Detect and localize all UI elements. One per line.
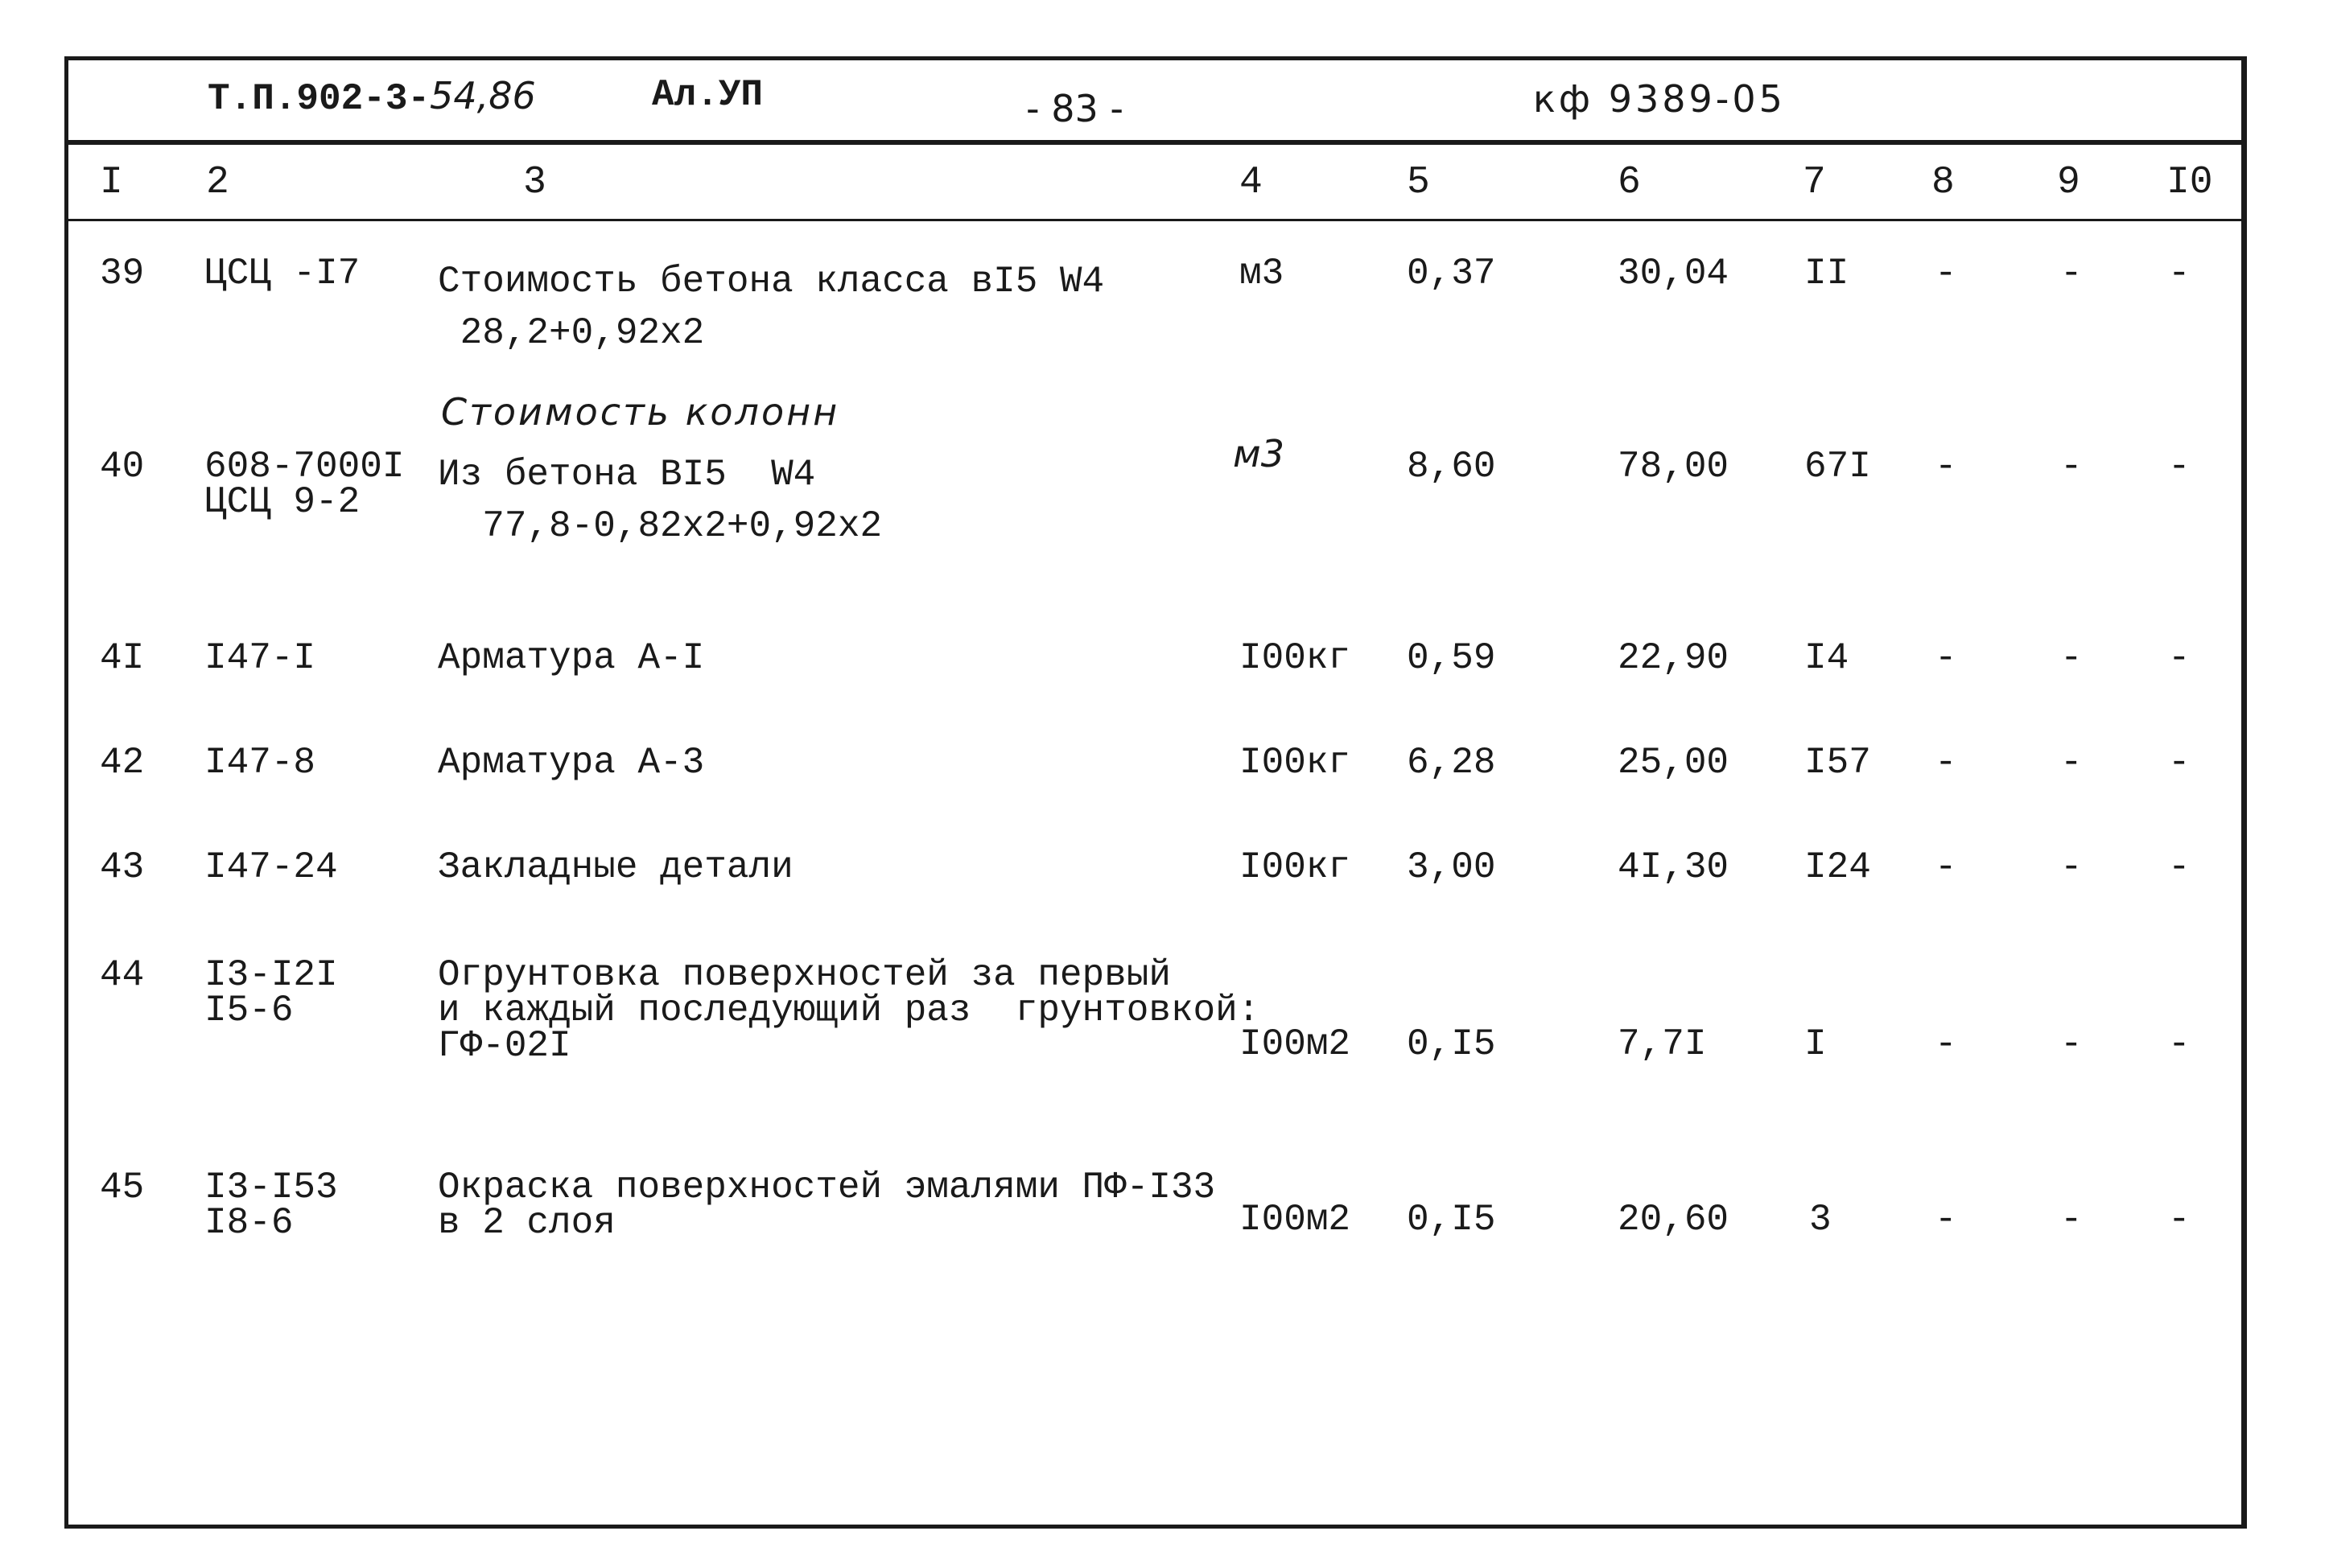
row-unit: I00кг	[1239, 742, 1351, 784]
row-code: 608-7000I ЦСЦ 9-2	[204, 446, 405, 523]
row-code: I3-I2I I5-6	[204, 954, 338, 1031]
row-col10: -	[2168, 253, 2191, 294]
row-price: 78,00	[1618, 446, 1729, 488]
row-col9: -	[2060, 1199, 2083, 1241]
row-col8: -	[1935, 1199, 1957, 1241]
row-col10: -	[2168, 846, 2191, 888]
page-number: - 83 -	[1026, 87, 1123, 130]
row-col10: -	[2168, 1023, 2191, 1065]
column-number-4: 4	[1239, 161, 1263, 204]
row-quantity: 8,60	[1407, 446, 1496, 488]
row-unit: I00м2	[1239, 1199, 1351, 1241]
row-code: I47-8	[204, 742, 316, 784]
row-col8: -	[1935, 742, 1957, 784]
row-col8: -	[1935, 446, 1957, 488]
row-description-handwritten-note: Стоимость колонн	[441, 390, 840, 434]
row-number: 45	[100, 1167, 145, 1208]
column-number-9: 9	[2057, 161, 2080, 204]
row-col9: -	[2060, 846, 2083, 888]
row-col9: -	[2060, 253, 2083, 294]
row-total: I	[1804, 1023, 1827, 1065]
row-col9: -	[2060, 1023, 2083, 1065]
row-col9: -	[2060, 637, 2083, 679]
column-number-7: 7	[1803, 161, 1826, 204]
header-separator	[64, 140, 2247, 145]
row-description: Закладные детали	[438, 846, 794, 888]
row-description: Окраска поверхностей эмалями ПФ-I33 в 2 слоя	[438, 1167, 1216, 1244]
row-col10: -	[2168, 1199, 2191, 1241]
row-price: 20,60	[1618, 1199, 1729, 1241]
row-code: I47-24	[204, 846, 338, 888]
column-number-1: I	[100, 161, 123, 204]
page-frame	[64, 56, 2247, 1529]
row-unit: I00кг	[1239, 846, 1351, 888]
row-quantity: 0,I5	[1407, 1199, 1496, 1241]
row-number: 42	[100, 742, 145, 784]
row-total: 67I	[1804, 446, 1871, 488]
row-col8: -	[1935, 253, 1957, 294]
row-number: 43	[100, 846, 145, 888]
document-code-handwritten: 54,86	[430, 74, 536, 117]
row-col10: -	[2168, 446, 2191, 488]
column-number-2: 2	[206, 161, 229, 204]
row-quantity: 0,37	[1407, 253, 1496, 294]
row-quantity: 6,28	[1407, 742, 1496, 784]
column-number-6: 6	[1618, 161, 1641, 204]
row-price: 22,90	[1618, 637, 1729, 679]
row-total: I4	[1804, 637, 1849, 679]
row-unit: I00кг	[1239, 637, 1351, 679]
row-description: Огрунтовка поверхностей за первый и каждый последующий раз грунтовкой: ГФ-02I	[438, 954, 1260, 1067]
row-number: 40	[100, 446, 145, 488]
row-col10: -	[2168, 742, 2191, 784]
row-number: 4I	[100, 637, 145, 679]
row-unit: м3	[1233, 432, 1284, 475]
row-total: 3	[1809, 1199, 1832, 1241]
row-description: Арматура А-I	[438, 637, 705, 679]
reference-code: кф 9389-05	[1533, 77, 1786, 121]
row-col8: -	[1935, 846, 1957, 888]
row-col9: -	[2060, 446, 2083, 488]
row-col9: -	[2060, 742, 2083, 784]
row-number: 44	[100, 954, 145, 996]
row-unit: м3	[1239, 253, 1284, 294]
column-number-8: 8	[1931, 161, 1955, 204]
column-number-3: 3	[523, 161, 546, 204]
row-quantity: 0,I5	[1407, 1023, 1496, 1065]
row-price: 25,00	[1618, 742, 1729, 784]
document-code	[208, 74, 536, 120]
row-col8: -	[1935, 1023, 1957, 1065]
row-code: I47-I	[204, 637, 316, 679]
row-col10: -	[2168, 637, 2191, 679]
column-header-separator	[64, 219, 2247, 221]
row-description: Арматура А-3	[438, 742, 705, 784]
row-unit: I00м2	[1239, 1023, 1351, 1065]
row-price: 4I,30	[1618, 846, 1729, 888]
row-price: 30,04	[1618, 253, 1729, 294]
album-label: Ал.УП	[652, 74, 764, 116]
row-total: I24	[1804, 846, 1871, 888]
row-code: ЦСЦ -I7	[204, 253, 361, 294]
row-total: I57	[1804, 742, 1871, 784]
row-description: Стоимость бетона класса вI5 W4 28,2+0,92х2	[438, 261, 1105, 354]
column-number-5: 5	[1407, 161, 1430, 204]
row-quantity: 3,00	[1407, 846, 1496, 888]
row-description: Из бетона BI5 W4 77,8-0,82х2+0,92х2	[438, 454, 883, 547]
row-total: II	[1804, 253, 1849, 294]
row-code: I3-I53 I8-6	[204, 1167, 338, 1244]
row-col8: -	[1935, 637, 1957, 679]
column-number-10: I0	[2166, 161, 2213, 204]
document-code-printed: Т.П.902-3-	[208, 78, 431, 120]
row-price: 7,7I	[1618, 1023, 1707, 1065]
row-number: 39	[100, 253, 145, 294]
row-quantity: 0,59	[1407, 637, 1496, 679]
